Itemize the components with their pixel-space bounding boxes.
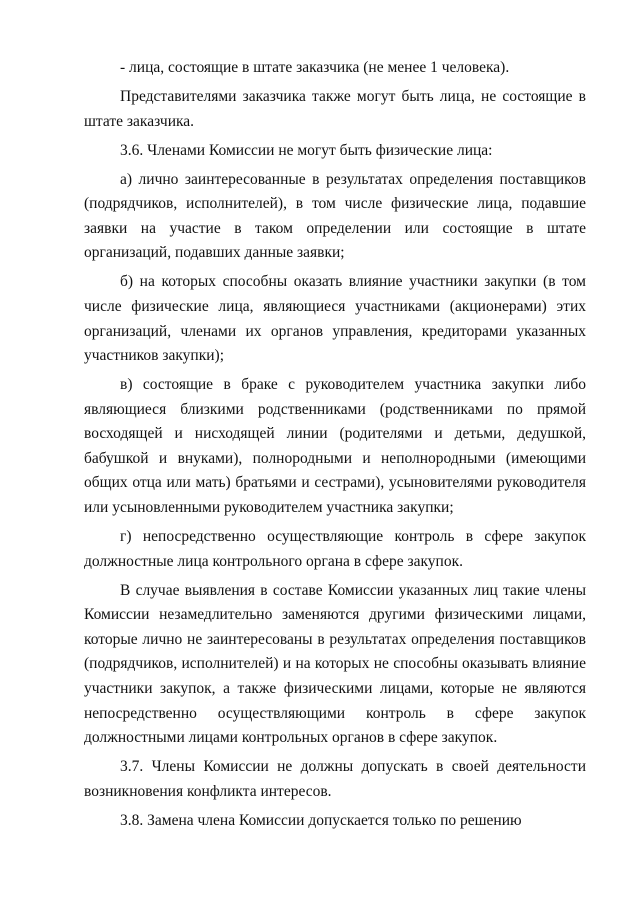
paragraph-section-3-8: 3.8. Замена члена Комиссии допускается только по решению xyxy=(120,811,522,829)
paragraph-item-v: в) состоящие в браке с руководителем участника закупки либо являющиеся близкими родственниками (родственниками по прямой восходящей и нисходящей линии (родителями и детьми, дедушкой, бабушкой и внуками), полнородными и неполнородными (имеющими общих отца или мать) братьями и сестрами), усыновителями руководителя или усыновленными руководителем участника закупки; xyxy=(84,376,586,517)
paragraph-section-3-7: 3.7. Члены Комиссии не должны допускать в своей деятельности возникновения конфликта интересов. xyxy=(84,758,586,800)
paragraph-item-a: а) лично заинтересованные в результатах определения поставщиков (подрядчиков, исполнителей), в том числе физические лица, подавшие заявки на участие в таком определении или состоящие в штате организаций, подавших данные заявки; xyxy=(84,170,586,262)
paragraph-staff-persons: - лица, состоящие в штате заказчика (не менее 1 человека). xyxy=(120,59,510,76)
paragraph-item-b: б) на которых способны оказать влияние участники закупки (в том числе физические лица, являющиеся участниками (акционерами) этих организаций, членами их органов управления, кредиторами указанных участников закупки); xyxy=(84,273,586,365)
paragraph-item-g: г) непосредственно осуществляющие контроль в сфере закупок должностные лица контрольного органа в сфере закупок. xyxy=(84,528,586,570)
paragraph-customer-representatives: Представителями заказчика также могут быть лица, не состоящие в штате заказчика. xyxy=(84,87,586,130)
paragraph-section-3-6: 3.6. Членами Комиссии не могут быть физические лица: xyxy=(120,141,493,159)
document-body xyxy=(84,56,586,838)
paragraph-replacement-rule: В случае выявления в составе Комиссии указанных лиц такие члены Комиссии незамедлительно заменяются другими физическими лицами, которые лично не заинтересованы в результатах определения поставщиков (подрядчиков, исполнителей) и на которых не способны оказывать влияние участники закупок, а также физическими лицами, которые не являются непосредственно осуществляющими контроль в сфере закупок должностными лицами контрольных органов в сфере закупок. xyxy=(84,581,586,747)
